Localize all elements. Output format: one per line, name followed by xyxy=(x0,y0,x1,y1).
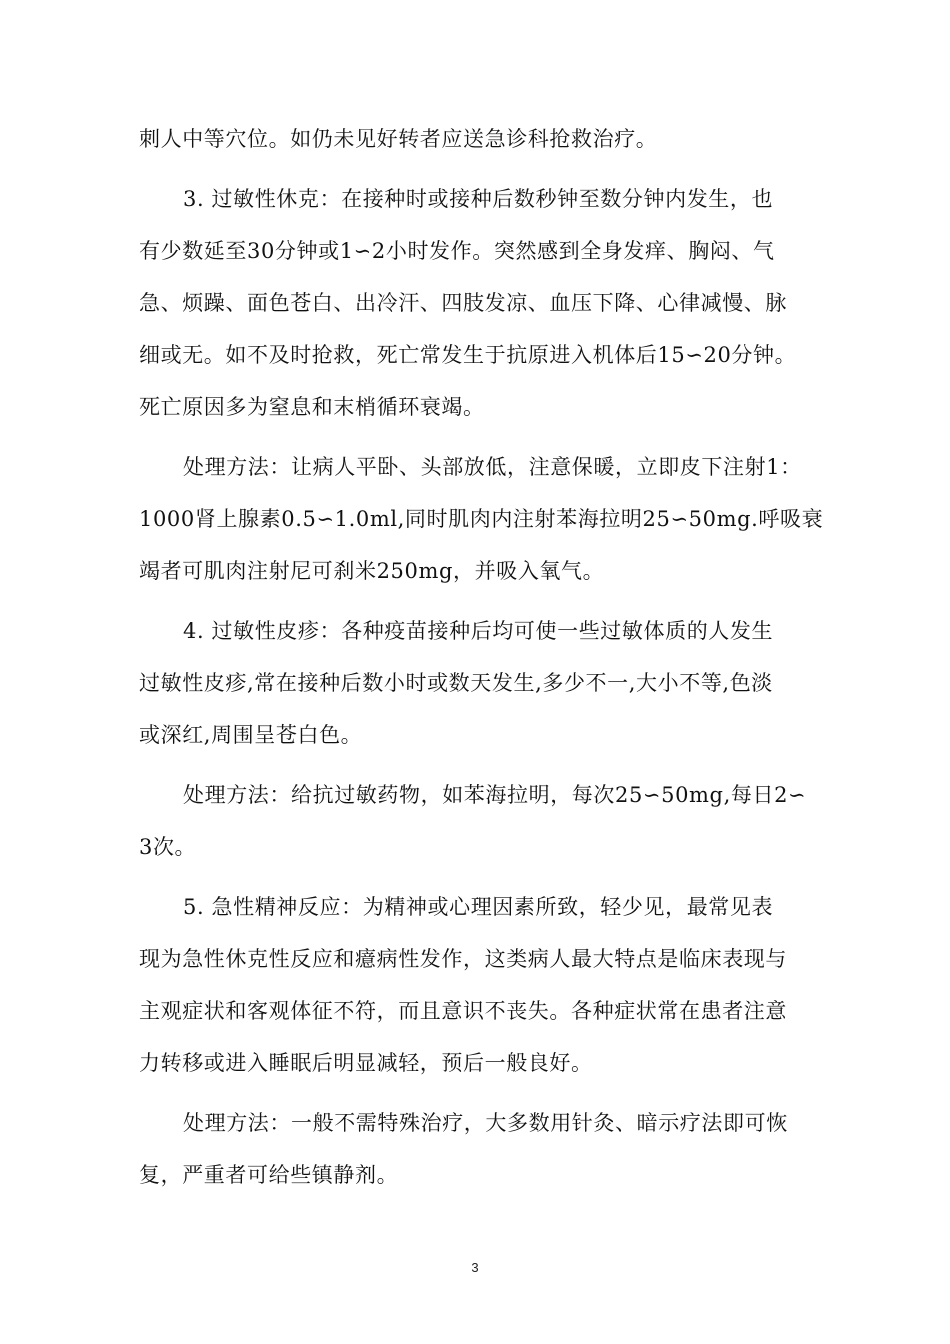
text-line: 竭者可肌肉注射尼可刹米250mg，并吸入氧气。 xyxy=(139,559,605,583)
text-line: 过敏性皮疹,常在接种后数小时或数天发生,多少不一,大小不等,色淡 xyxy=(139,671,773,695)
text-line: 主观症状和客观体征不符，而且意识不丧失。各种症状常在患者注意 xyxy=(139,999,787,1023)
paragraph-heading-line: 5. 急性精神反应：为精神或心理因素所致，轻少见，最常见表 xyxy=(183,895,774,919)
text-line: 3次。 xyxy=(139,835,197,859)
paragraph-heading-line: 3. 过敏性休克：在接种时或接种后数秒钟至数分钟内发生，也 xyxy=(183,187,774,211)
paragraph-heading-line: 4. 过敏性皮疹：各种疫苗接种后均可使一些过敏体质的人发生 xyxy=(183,619,774,643)
text-line: 死亡原因多为窒息和末梢循环衰竭。 xyxy=(139,395,485,419)
treatment-line: 处理方法：让病人平卧、头部放低，注意保暖，立即皮下注射1： xyxy=(183,455,802,479)
text-line: 急、烦躁、面色苍白、出冷汗、四肢发凉、血压下降、心律减慢、脉 xyxy=(139,291,787,315)
text-line: 刺人中等穴位。如仍未见好转者应送急诊科抢救治疗。 xyxy=(139,127,658,151)
text-line: 力转移或进入睡眠后明显减轻，预后一般良好。 xyxy=(139,1051,593,1075)
text-line: 复，严重者可给些镇静剂。 xyxy=(139,1163,399,1187)
treatment-line: 处理方法：给抗过敏药物，如苯海拉明，每次25∽50mg,每日2∽ xyxy=(183,783,807,807)
page-number: 3 xyxy=(471,1260,479,1275)
text-line: 或深红,周围呈苍白色。 xyxy=(139,723,363,747)
treatment-line: 处理方法：一般不需特殊治疗，大多数用针灸、暗示疗法即可恢 xyxy=(183,1111,788,1135)
text-line: 有少数延至30分钟或1∽2小时发作。突然感到全身发痒、胸闷、气 xyxy=(139,239,775,263)
text-line: 1000肾上腺素0.5∽1.0ml,同时肌肉内注射苯海拉明25∽50mg.呼吸衰 xyxy=(139,507,824,531)
text-line: 细或无。如不及时抢救，死亡常发生于抗原进入机体后15∽20分钟。 xyxy=(139,343,797,367)
text-line: 现为急性休克性反应和癔病性发作，这类病人最大特点是临床表现与 xyxy=(139,947,787,971)
